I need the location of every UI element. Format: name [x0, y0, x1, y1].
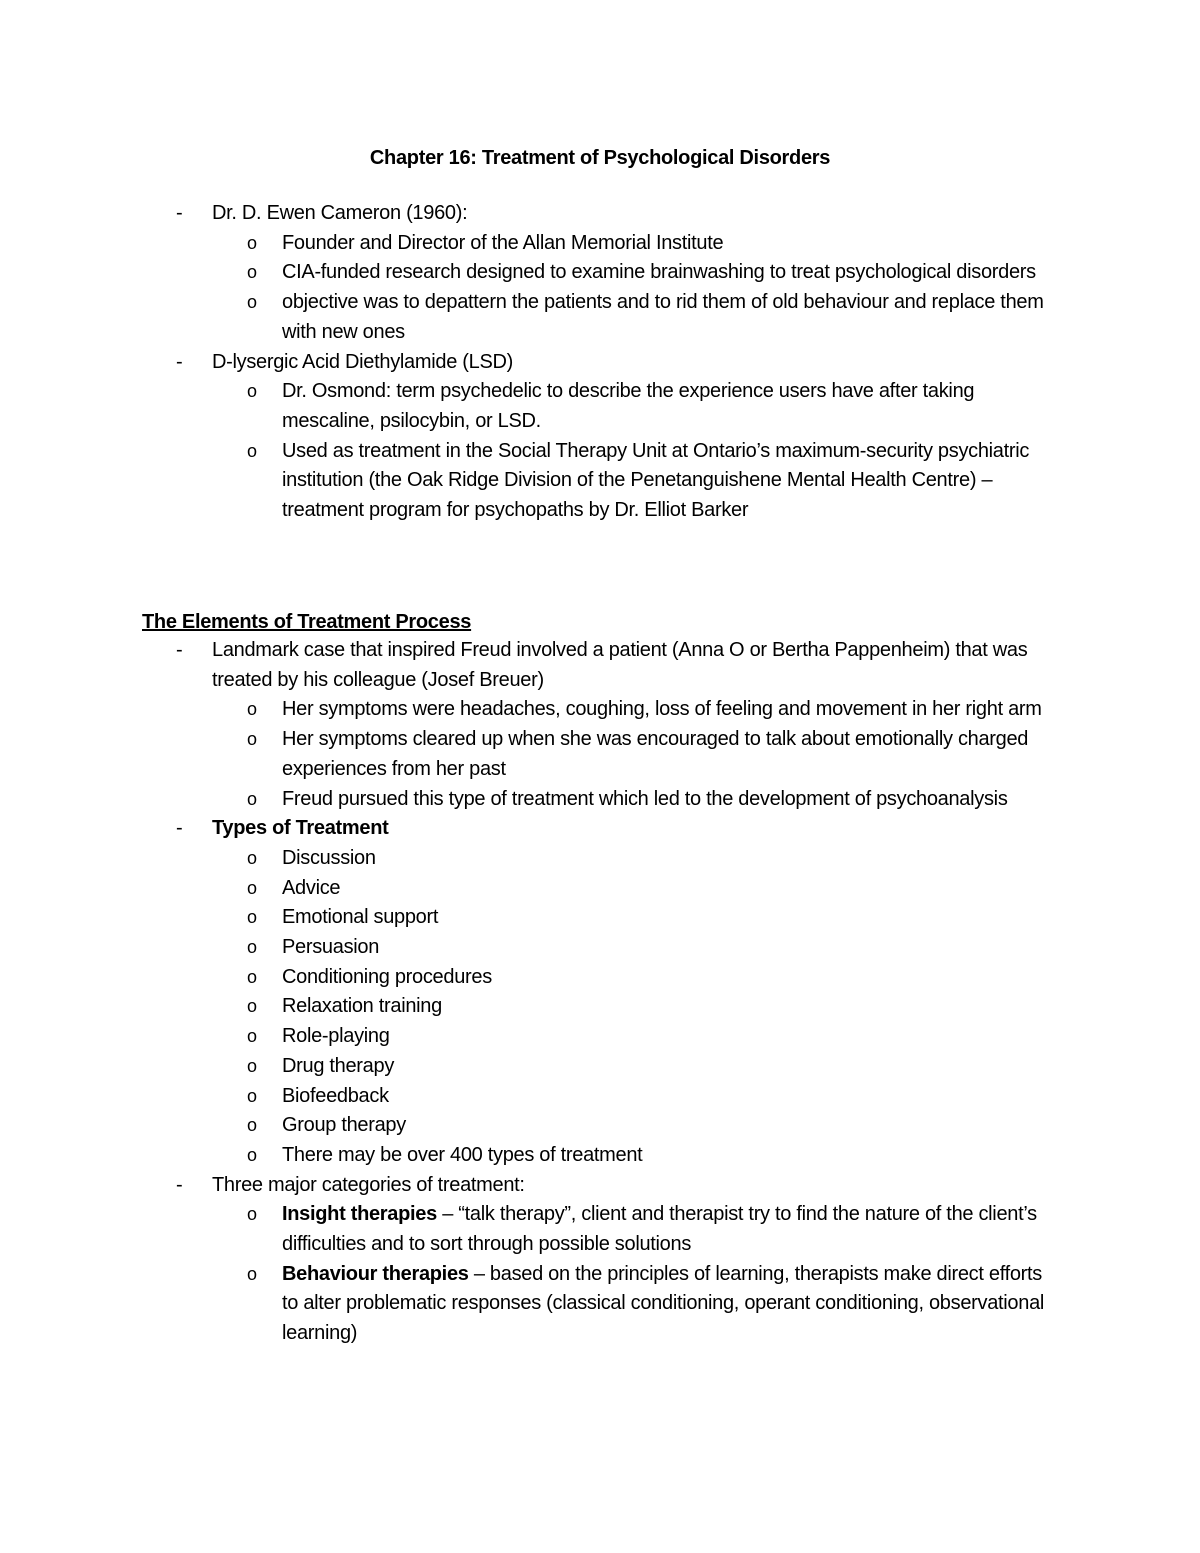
list-item — [0, 636, 1200, 695]
sub-list-item-text: Emotional support — [282, 906, 439, 929]
circle-bullet: o — [247, 292, 257, 313]
sub-list-item — [0, 1111, 1200, 1141]
sub-list-item-text: objective was to depattern the patients and to rid them of old behaviour and replace them with new ones — [282, 291, 1044, 343]
dash-bullet: - — [176, 202, 183, 224]
sub-list-item — [0, 258, 1200, 288]
circle-bullet: o — [247, 232, 257, 253]
term-description: – “talk therapy”, client and therapist try to find the nature of the client’s difficulties and to sort through possible solutions — [282, 1203, 1037, 1256]
dash-bullet: - — [176, 350, 183, 373]
list-item-text: Landmark case that inspired Freud involved a patient (Anna O or Bertha Pappenheim) that was treated by his colleague (Josef Breuer) — [212, 639, 1028, 691]
circle-bullet: o — [247, 996, 257, 1017]
sub-list-item — [0, 437, 1200, 526]
circle-bullet: o — [247, 1115, 257, 1136]
sub-list-item-text: Used as treatment in the Social Therapy Unit at Ontario’s maximum-security psychiatric institution (the Oak Ridge Division of the Penetanguishene Mental Health Centre) – treatment program for psychopaths by Dr. Elliot Barker — [282, 439, 1030, 522]
sub-list-item-text: Group therapy — [282, 1114, 406, 1137]
sub-list-item-text: Advice — [282, 876, 341, 899]
list-item-text: Types of Treatment — [212, 817, 389, 840]
sub-list-item — [0, 725, 1200, 784]
page-title: Chapter 16: Treatment of Psychological Disorders — [369, 147, 831, 169]
sub-list-item-text: Freud pursued this type of treatment which led to the development of psychoanalysis — [282, 787, 1008, 810]
circle-bullet: o — [247, 877, 257, 898]
dash-bullet: - — [176, 1173, 183, 1196]
circle-bullet: o — [247, 788, 257, 809]
circle-bullet: o — [247, 262, 257, 283]
circle-bullet: o — [247, 1085, 257, 1106]
circle-bullet: o — [247, 907, 257, 928]
dash-bullet: - — [176, 639, 183, 661]
circle-bullet: o — [247, 1055, 257, 1076]
circle-bullet: o — [247, 847, 257, 868]
term-description: – based on the principles of learning, therapists make direct efforts to alter problematic responses (classical conditioning, operant conditioning, observational learning) — [282, 1262, 1045, 1345]
circle-bullet: o — [247, 729, 257, 750]
sub-list-item — [0, 874, 1200, 904]
sub-list-item — [0, 377, 1200, 436]
sub-list-item — [0, 695, 1200, 725]
term-label: Insight therapies — [282, 1203, 437, 1226]
circle-bullet: o — [247, 381, 257, 402]
sub-list-item — [0, 1022, 1200, 1052]
sub-list-item — [0, 933, 1200, 963]
cameron-lsd-list — [0, 199, 1200, 526]
list-item — [0, 814, 1200, 844]
circle-bullet: o — [247, 699, 257, 720]
sub-list-item-text: Her symptoms cleared up when she was encouraged to talk about emotionally charged experiences from her past — [282, 728, 1029, 780]
circle-bullet: o — [247, 1263, 257, 1284]
list-item-text: Three major categories of treatment: — [212, 1173, 525, 1196]
sub-list-item — [0, 1260, 1200, 1349]
list-item-text: Dr. D. Ewen Cameron (1960): — [212, 202, 468, 224]
sub-list-item — [0, 903, 1200, 933]
sub-list-item-text: Biofeedback — [282, 1084, 389, 1107]
sub-list-item — [0, 1141, 1200, 1171]
sub-list-item — [0, 1082, 1200, 1112]
sub-list-item — [0, 785, 1200, 815]
sub-list-item-text: Persuasion — [282, 936, 380, 959]
treatment-process-list — [0, 636, 1200, 1349]
sub-list-item-text: CIA-funded research designed to examine brainwashing to treat psychological disorders — [282, 261, 1036, 284]
list-item-text: D-lysergic Acid Diethylamide (LSD) — [212, 350, 514, 373]
sub-list-item-text: Drug therapy — [282, 1054, 395, 1077]
sub-list-item — [0, 229, 1200, 259]
dash-bullet: - — [176, 817, 183, 840]
sub-list-item — [0, 1052, 1200, 1082]
list-item — [0, 348, 1200, 378]
sub-list-item-text: Founder and Director of the Allan Memorial Institute — [282, 231, 724, 254]
circle-bullet: o — [247, 937, 257, 958]
circle-bullet: o — [247, 1026, 257, 1047]
sub-list-item — [0, 963, 1200, 993]
section-heading: The Elements of Treatment Process — [142, 611, 472, 633]
sub-list-item-text: Discussion — [282, 846, 376, 869]
circle-bullet: o — [247, 1144, 257, 1165]
sub-list-item — [0, 992, 1200, 1022]
circle-bullet: o — [247, 966, 257, 987]
term-label: Behaviour therapies — [282, 1262, 469, 1285]
sub-list-item-text: Role-playing — [282, 1025, 390, 1048]
sub-list-item — [0, 844, 1200, 874]
list-item — [0, 199, 1200, 229]
sub-list-item-text: There may be over 400 types of treatment — [282, 1143, 643, 1166]
circle-bullet: o — [247, 1204, 257, 1225]
circle-bullet: o — [247, 440, 257, 461]
list-item — [0, 1171, 1200, 1201]
sub-list-item — [0, 288, 1200, 347]
sub-list-item-text: Dr. Osmond: term psychedelic to describe the experience users have after taking mescaline, psilocybin, or LSD. — [282, 380, 975, 432]
sub-list-item — [0, 1200, 1200, 1259]
sub-list-item-text: Conditioning procedures — [282, 965, 492, 988]
sub-list-item-text: Relaxation training — [282, 995, 442, 1018]
sub-list-item-text: Her symptoms were headaches, coughing, loss of feeling and movement in her right arm — [282, 698, 1042, 721]
